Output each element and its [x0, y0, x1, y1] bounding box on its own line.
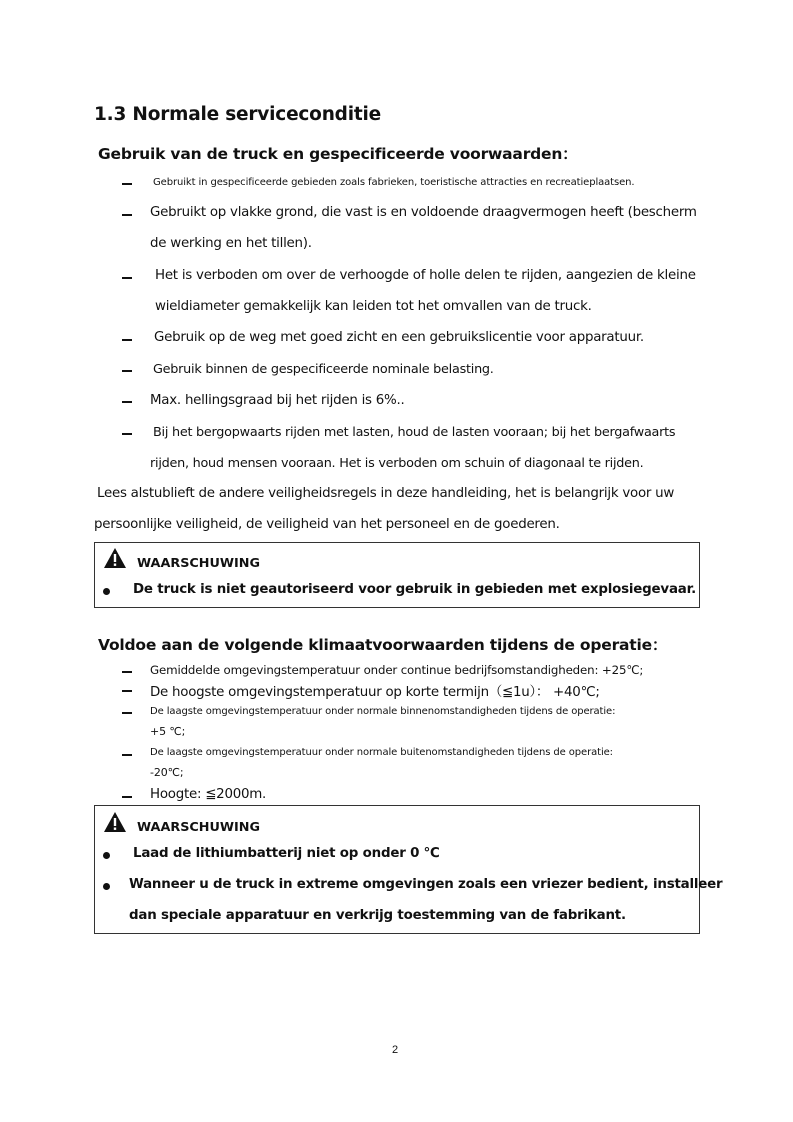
dash-marker — [122, 214, 132, 216]
warning-text: Laad de lithiumbatterij niet op onder 0 ℃ — [133, 846, 440, 861]
bullet-marker — [103, 883, 110, 890]
climate-heading: Voldoe aan de volgende klimaatvoorwaarden tijdens de operatie： — [98, 636, 668, 654]
list-item-text: de werking en het tillen). — [150, 236, 312, 251]
bullet-marker — [103, 588, 110, 595]
list-item-text: Gebruikt op vlakke grond, die vast is en voldoende draagvermogen heeft (bescherm — [150, 205, 697, 220]
dash-marker — [122, 183, 132, 185]
list-item-text: De laagste omgevingstemperatuur onder normale binnenomstandigheden tijdens de operatie: — [150, 706, 616, 717]
list-item-text: Bij het bergopwaarts rijden met lasten, houd de lasten vooraan; bij het bergafwaarts — [153, 425, 676, 440]
warning-triangle-icon — [103, 547, 127, 569]
list-item-text: wieldiameter gemakkelijk kan leiden tot het omvallen van de truck. — [155, 299, 592, 314]
list-item-text: Hoogte: ≦2000m. — [150, 787, 267, 802]
usage-heading: Gebruik van de truck en gespecificeerde voorwaarden： — [98, 145, 578, 163]
list-item-text: Gebruikt in gespecificeerde gebieden zoals fabrieken, toeristische attracties en recreatieplaatsen. — [153, 177, 635, 188]
section-title: 1.3 Normale serviceconditie — [94, 104, 381, 125]
dash-marker — [122, 370, 132, 372]
list-item-text: -20℃; — [150, 766, 184, 779]
list-item-text: De hoogste omgevingstemperatuur op korte termijn（≦1u）： +40℃; — [150, 685, 600, 700]
page-number: 2 — [392, 1044, 399, 1056]
list-item-text: rijden, houd mensen vooraan. Het is verboden om schuin of diagonaal te rijden. — [150, 456, 644, 471]
warning-text: Wanneer u de truck in extreme omgevingen zoals een vriezer bedient, installeer — [129, 877, 723, 892]
safety-note-line: Lees alstublieft de andere veiligheidsregels in deze handleiding, het is belangrijk voor uw — [97, 486, 675, 501]
dash-marker — [122, 690, 132, 692]
dash-marker — [122, 754, 132, 756]
list-item-text: De laagste omgevingstemperatuur onder normale buitenomstandigheden tijdens de operatie: — [150, 747, 613, 758]
dash-marker — [122, 712, 132, 714]
warning-text: dan speciale apparatuur en verkrijg toestemming van de fabrikant. — [129, 908, 626, 923]
list-item-text: Het is verboden om over de verhoogde of holle delen te rijden, aangezien de kleine — [155, 268, 696, 283]
dash-marker — [122, 339, 132, 341]
warning-triangle-icon — [103, 811, 127, 833]
bullet-marker — [103, 852, 110, 859]
warning-title: WAARSCHUWING — [137, 556, 261, 571]
list-item-text: Gebruik binnen de gespecificeerde nominale belasting. — [153, 362, 494, 377]
dash-marker — [122, 401, 132, 403]
warning-title: WAARSCHUWING — [137, 820, 261, 835]
list-item-text: Max. hellingsgraad bij het rijden is 6%.. — [150, 393, 405, 408]
warning-text: De truck is niet geautoriseerd voor gebruik in gebieden met explosiegevaar. — [133, 582, 696, 597]
list-item-text: Gemiddelde omgevingstemperatuur onder continue bedrijfsomstandigheden: +25℃; — [150, 663, 644, 677]
list-item-text: +5 ℃; — [150, 725, 186, 738]
dash-marker — [122, 433, 132, 435]
dash-marker — [122, 671, 132, 673]
safety-note-line: persoonlijke veiligheid, de veiligheid van het personeel en de goederen. — [94, 517, 560, 532]
list-item-text: Gebruik op de weg met goed zicht en een gebruikslicentie voor apparatuur. — [154, 330, 644, 345]
dash-marker — [122, 796, 132, 798]
dash-marker — [122, 277, 132, 279]
warning-box-low-temperature — [94, 805, 723, 934]
warning-box-explosion — [94, 542, 700, 608]
